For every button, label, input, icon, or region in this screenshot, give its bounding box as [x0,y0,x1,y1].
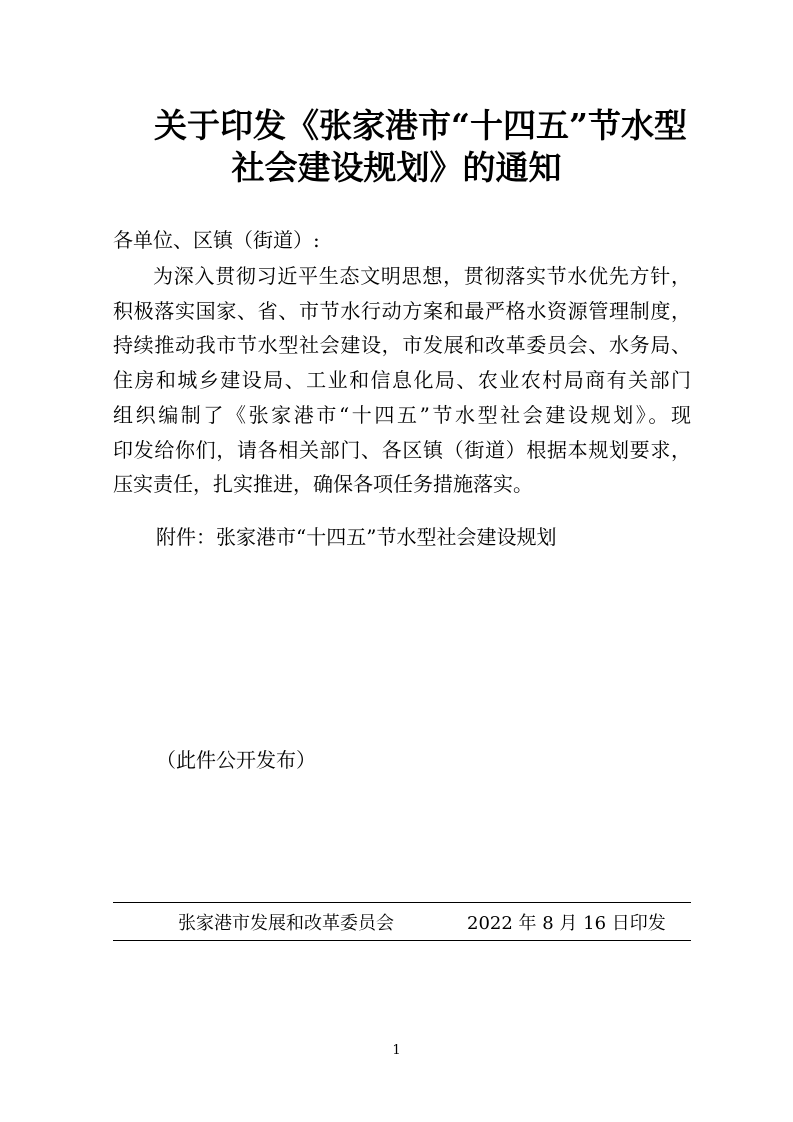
salutation: 各单位、区镇（街道）: [113,228,320,252]
body-line: 压实责任，扎实推进，确保各项任务措施落实。 [113,472,533,497]
public-release-note: （此件公开发布） [156,748,316,772]
body-paragraph [113,259,691,502]
page-number: 1 [392,1043,401,1058]
document-title-line-1: 关于印发《张家港市“十四五”节水型 [154,106,687,145]
footer-issuer: 张家港市发展和改革委员会 [178,913,394,934]
attachment-line: 附件：张家港市“十四五”节水型社会建设规划 [156,525,557,549]
body-line: 积极落实国家、省、市节水行动方案和最严格水资源管理制度， [113,298,691,323]
footer-issue-date: 2022 年 8 月 16 日印发 [467,913,666,934]
body-line: 印发给你们，请各相关部门、各区镇（街道）根据本规划要求， [113,437,691,462]
footer-rule-bottom [113,940,691,941]
body-line: 为深入贯彻习近平生态文明思想，贯彻落实节水优先方针， [153,264,691,288]
body-line: 住房和城乡建设局、工业和信息化局、农业农村局商有关部门 [113,368,691,393]
document-title-line-2: 社会建设规划》的通知 [231,148,562,187]
footer-rule-top [113,902,691,903]
body-line: 持续推动我市节水型社会建设，市发展和改革委员会、水务局、 [113,333,691,358]
body-line: 组织编制了《张家港市“十四五”节水型社会建设规划》。现 [113,402,691,427]
